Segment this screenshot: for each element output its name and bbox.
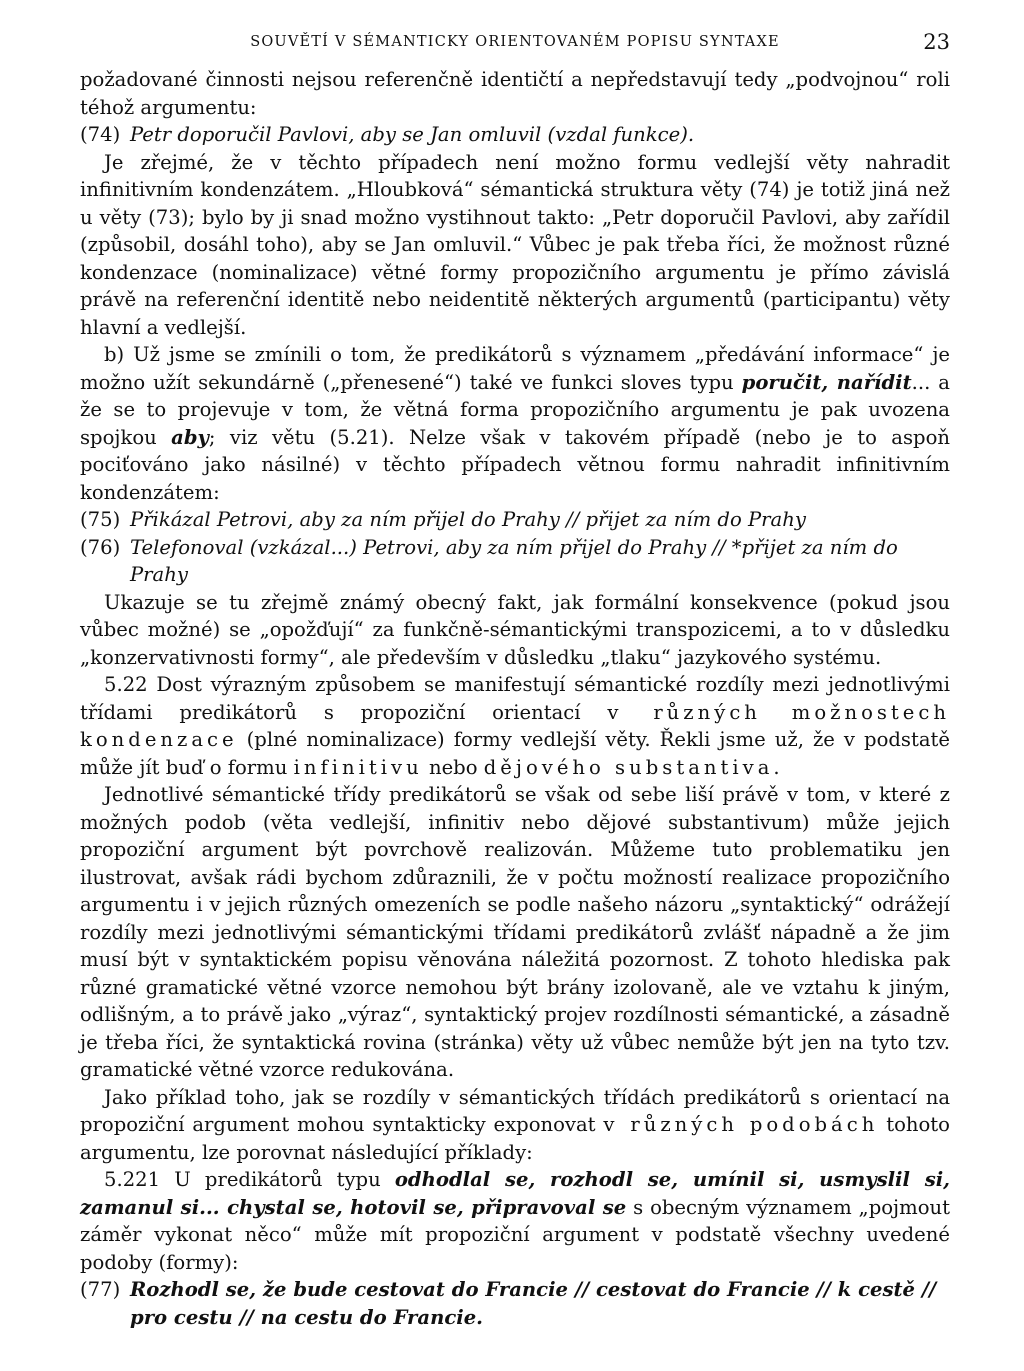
example-77 (80, 1276, 950, 1331)
paragraph-6: Jednotlivé sémantické třídy predikátorů se však od sebe liší právě v tom, v které z možných podob (věta vedlejší, infinitiv nebo dějové substantivum) může jejich propoziční argument být povrchově realizován. Můžeme tuto problematiku jen ilustrovat, avšak rádi bychom zdůraznili, že v počtu možností realizace propozičního argumentu i v jejich různých omezeních se podle našeho názoru „syntaktický“ odrážejí rozdíly mezi jednotlivými sémantickými třídami predikátorů zvlášť nápadně a že jim musí být v syntaktickém popisu věnována náležitá pozornost. Z tohoto hlediska pak různé gramatické větné vzorce nemohou být brány izolovaně, ale ve vztahu k jiným, odlišným, a to právě jako „výraz“, syntaktický projev rozdílnosti sémantické, a zásadně je třeba říci, že syntaktická rovina (stránka) věty už vůbec nemůže být jen na tyto tzv. gramatické větné vzorce redukována. (80, 783, 950, 1081)
example-number: (76) (80, 535, 121, 559)
paragraph-7 (80, 1084, 950, 1167)
text-run-spaced: v různých podobách (603, 1113, 879, 1136)
paragraph-8 (80, 1166, 950, 1276)
example-number: (77) (80, 1278, 121, 1301)
text-run-spaced: dějového substantiva (483, 755, 774, 779)
text-run-italic: odhodlal se, rozhodl se, umínil si, usmyslil si, zamanul si... chystal se, hotovil se, připravoval se (80, 1168, 950, 1219)
example-text: Telefonoval (vzkázal...) Petrovi, aby za ním přijel do Prahy // *přijet za ním do Prahy (130, 535, 898, 586)
paragraph-5 (80, 671, 950, 781)
text-run: b) Už jsme se zmínili o tom, že predikátorů s významem „předávání informace“ je možno užít sekundárně („přenesené“) také ve funkci sloves typu (80, 343, 950, 394)
running-title: SOUVĚTÍ V SÉMANTICKY ORIENTOVANÉM POPISU SYNTAXE (250, 34, 780, 50)
example-number: (75) (80, 508, 121, 531)
paragraph-2: Je zřejmé, že v těchto případech není možno formu vedlejší věty nahradit infinitivním kondenzátem. „Hloubková“ sémantická struktura věty (74) je totiž jiná než u věty (73); bylo by ji snad možno vystihnout takto: „Petr doporučil Pavlovi, aby zařídil (způsobil, dosáhl toho), aby se Jan omluvil.“ Vůbec je pak třeba říci, že možnost různé kondenzace (nominalizace) větné formy propozičního argumentu je přímo závislá právě na referenční identitě nebo neidentitě některých argumentů (participantu) věty hlavní a vedlejší. (80, 150, 950, 339)
text-run: 5.22 Dost výrazným způsobem se manifestují sémantické rozdíly mezi jednotlivými třídami predikátorů s propoziční orientací (80, 673, 950, 724)
text-run: tohoto argumentu, lze porovnat následující příklady: (80, 1113, 950, 1164)
example-text: Přikázal Petrovi, aby za ním přijel do Prahy // přijet za ním do Prahy (130, 508, 806, 531)
example-text: Petr doporučil Pavlovi, aby se Jan omluvil (vzdal funkce). (130, 123, 695, 146)
text-run: 5.221 U predikátorů typu (104, 1168, 395, 1191)
example-number: (74) (80, 123, 121, 146)
text-run: ... a že se to projevuje v tom, že větná forma propozičního argumentu je pak uvozena spojkou (80, 370, 950, 449)
text-run: Jako příklad toho, jak se rozdíly v sémantických třídách predikátorů s orientací na propoziční argument mohou syntakticky exponovat (80, 1085, 950, 1136)
example-76 (80, 534, 950, 589)
page-header (80, 30, 950, 66)
text-run: nebo (422, 755, 484, 779)
text-run-spaced: v různých možnostech kondenzace (80, 700, 950, 751)
page-number: 23 (923, 30, 950, 54)
text-run: (plné nominalizace) formy vedlejší věty. Řekli jsme už, že v podstatě může jít buď o formu (80, 728, 950, 779)
text-run-spaced: infinitivu (293, 755, 423, 779)
text-run-italic: aby (171, 425, 209, 449)
example-text: Rozhodl se, že bude cestovat do Francie // cestovat do Francie // k cestě // pro cestu // na cestu do Francie. (130, 1278, 937, 1329)
page-body (80, 66, 950, 1331)
text-run: s obecným významem „pojmout záměr vykonat něco“ může mít propoziční argument v podstatě všechny uvedené podoby (formy): (80, 1195, 950, 1274)
text-run: ; viz větu (5.21). Nelze však v takovém případě (nebo je to aspoň pociťováno jako násilné) v těchto případech větnou formu nahradit infinitivním kondenzátem: (80, 425, 950, 504)
paragraph-1: požadované činnosti nejsou referenčně identičtí a nepředstavují tedy „podvojnou“ roli téhož argumentu: (80, 68, 950, 119)
example-75 (80, 506, 950, 534)
example-74 (80, 121, 950, 149)
page (80, 30, 950, 1331)
text-run: . (773, 755, 780, 779)
paragraph-3 (80, 341, 950, 506)
text-run-italic: poručit, nařídit (741, 370, 912, 394)
paragraph-4: Ukazuje se tu zřejmě známý obecný fakt, jak formální konsekvence (pokud jsou vůbec možné) se „opožďují“ za funkčně-sémantickými transpozicemi, a to v důsledku „konzervativnosti formy“, ale především v důsledku „tlaku“ jazykového systému. (80, 590, 950, 669)
